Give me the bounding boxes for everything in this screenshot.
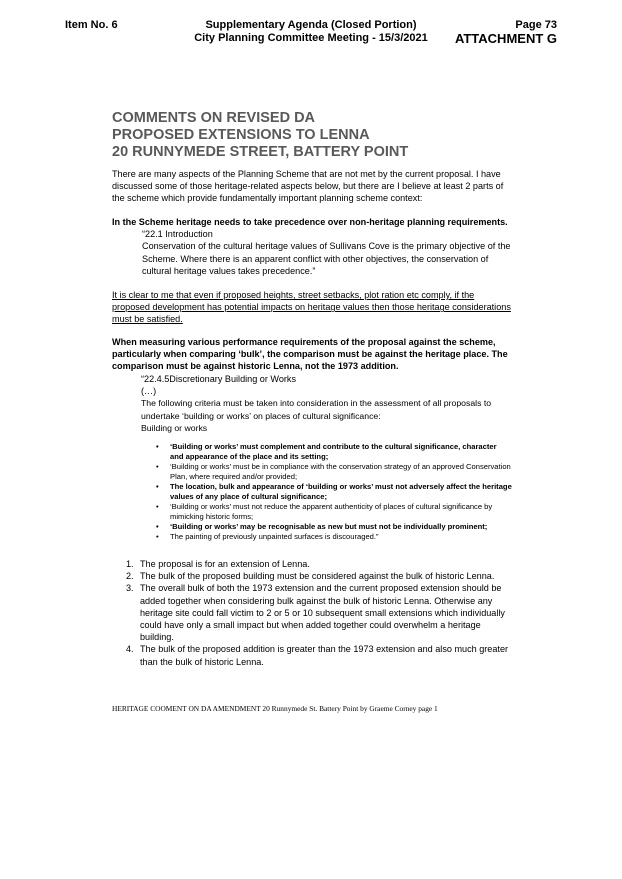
agenda-title: Supplementary Agenda (Closed Portion)	[205, 19, 417, 31]
numbered-item	[112, 558, 512, 570]
bullet-item: • The location, bulk and appearance of ‘building or works’ must not adversely affect the heritage values of any place of cultural significance;	[112, 482, 512, 502]
section2-criteria: The following criteria must be taken into consideration in the assessment of all proposals to undertake ‘building or works’ on places of cultural significance:	[141, 398, 492, 421]
section2-ellipsis: (…)	[141, 386, 157, 397]
page-footer: HERITAGE COOMENT ON DA AMENDMENT 20 Runnymede St. Battery Point by Graeme Corney page 1	[112, 704, 438, 713]
document-title	[112, 110, 408, 161]
page-number: Page 73	[515, 19, 557, 31]
bullet-item: • ‘Building or works’ must complement and contribute to the cultural significance, character and appearance of the place and its setting;	[112, 442, 512, 462]
item-number-1: 1.	[126, 559, 134, 569]
bullet-item: • ‘Building or works’ may be recognisable as new but must not be individually prominent;	[112, 522, 512, 532]
bullet-item: • ‘Building or works’ must not reduce the apparent authenticity of places of cultural significance by mimicking historic forms;	[112, 502, 512, 522]
item-number-3: 3.	[126, 583, 134, 594]
item-number: Item No. 6	[65, 19, 118, 31]
page-header	[455, 19, 557, 46]
item-text-4: The bulk of the proposed addition is greater than the 1973 extension and also much greater than the bulk of historic Lenna.	[140, 644, 509, 667]
item-text-1: The proposal is for an extension of Lenna.	[140, 559, 310, 569]
attachment-label: ATTACHMENT G	[454, 31, 557, 46]
numbered-item	[112, 582, 512, 643]
section-bulk-comparison	[112, 336, 512, 373]
numbered-points	[112, 558, 512, 668]
item-text-2: The bulk of the proposed building must be considered against the bulk of historic Lenna.	[140, 571, 495, 582]
title-line-3: 20 RUNNYMEDE STREET, BATTERY POINT	[112, 144, 409, 160]
criteria-bullet-list	[112, 442, 512, 542]
intro-paragraph: There are many aspects of the Planning Scheme that are not met by the current proposal. I have discussed some of those heritage-related aspects below, but there are I believe at least 2 parts of the scheme which provide fundamentally important planning scheme context:	[112, 169, 504, 204]
bullet-item: • The painting of previously unpainted surfaces is discouraged.”	[112, 532, 512, 542]
section2-clause: “22.4.5Discretionary Building or Works	[141, 374, 296, 384]
meeting-title: City Planning Committee Meeting - 15/3/2021	[194, 32, 428, 44]
numbered-item	[112, 643, 512, 667]
item-text-3: The overall bulk of both the 1973 extension and the current proposed extension should be added together when considering bulk against the bulk of historic Lenna. Otherwise any heritage site could fall victim to 2 or 5 or 10 subsequent small extensions which individually could have only a small impact but when added together could overwhelm a heritage building.	[140, 583, 505, 643]
item-number-4: 4.	[126, 644, 134, 655]
title-line-1: COMMENTS ON REVISED DA	[112, 110, 316, 126]
bullet-item: • ‘Building or works’ must be in compliance with the conservation strategy of an approved Conservation Plan, where required and/or provided;	[112, 462, 512, 482]
section2-quote-block	[141, 373, 512, 434]
numbered-item	[112, 570, 512, 582]
section2-heading: When measuring various performance requirements of the proposal against the scheme, particularly when comparing ‘bulk’, the comparison must be against the heritage place. The comparison must be against historic Lenna, not the 1973 addition.	[112, 337, 508, 372]
section1-heading: In the Scheme heritage needs to take precedence over non-heritage planning requirements.	[112, 217, 508, 227]
underlined-statement: It is clear to me that even if proposed heights, street setbacks, plot ration etc comply, if the proposed development has potential impacts on heritage values then those heritage considerations must be satisfied.	[112, 290, 511, 325]
section1-quote: Conservation of the cultural heritage values of Sullivans Cove is the primary objective of the Scheme. Where there is an apparent conflict with other objectives, the conservation of cultural heritage values takes precedence.”	[142, 241, 511, 276]
item-number-2: 2.	[126, 571, 134, 582]
section2-subhead: Building or works	[141, 422, 208, 433]
title-line-2: PROPOSED EXTENSIONS TO LENNA	[112, 127, 370, 143]
section-heritage-precedence	[112, 216, 512, 277]
section1-clause: “22.1 Introduction	[142, 229, 213, 240]
